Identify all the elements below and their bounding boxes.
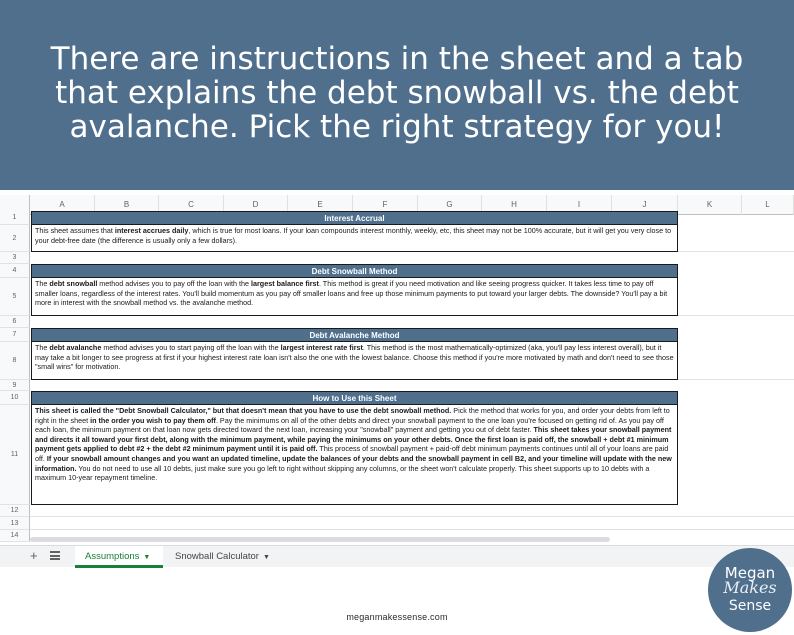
row-header-9[interactable]: 9 xyxy=(0,380,30,391)
chevron-down-icon[interactable]: ▼ xyxy=(262,554,270,561)
how-to-use-text[interactable]: This sheet is called the "Debt Snowball Calculator," but that doesn't mean that you have to use the debt snowball method. Pick the method that works for you, and order your debts from left to right in the sheet in the order you wish to pay them off. Pay the minimums on all of the other debts and direct your snowball payment to the one loan you're focused on getting rid of. As you pay off each loan, the minimum payment on that loan now gets directed toward the next loan, increasing your "snowball" payment and getting you out of debt faster. This sheet takes your snowball payment and directs it all toward your first debt, along with the minimum payment, while paying the minimums on your other debts. Once the first loan is paid off, the snowball + debt #1 minimum payment gets applied to debt #2 + the debt #2 minimum payment until it is paid off. This process of snowball payment + paid-off debt minimum payments continues until all of your loans are paid off. If your snowball amount changes and you want an updated timeline, update the balances of your debts and the snowball payment in cell B2, and your timeline will update with the new information. You do not need to use all 10 debts, just make sure you go left to right without skipping any columns, or the sheet won't calculate properly. This sheet supports up to 10 debts with a maximum 10-year repayment timeline. xyxy=(31,405,678,505)
row-header-5[interactable]: 5 xyxy=(0,278,30,316)
debt-snowball-text[interactable]: The debt snowball method advises you to pay off the loan with the largest balance first. This method is great if you need motivation and like seeing progress quicker. It takes less time to pay off smaller loans, regardless of the interest rates. You'll build momentum as you pay off smaller loans and free up those minimum payments to put toward your larger debts. The downside? You'll pay a bit more in interest with the snowball method vs. the avalanche method. xyxy=(31,278,678,316)
how-to-use-header[interactable]: How to Use this Sheet xyxy=(31,391,678,405)
column-header-b[interactable]: B xyxy=(95,195,159,215)
logo-line-2: Makes xyxy=(723,578,777,597)
gridline xyxy=(30,516,794,517)
column-header-a[interactable]: A xyxy=(30,195,95,215)
sheet-tab-bar xyxy=(0,545,794,567)
website-url: meganmakessense.com xyxy=(346,612,448,622)
horizontal-scrollbar[interactable] xyxy=(30,537,610,542)
logo-line-1: Megan xyxy=(724,564,776,582)
column-header-g[interactable]: G xyxy=(418,195,482,215)
interest-accrual-header[interactable]: Interest Accrual xyxy=(31,211,678,225)
row-header-8[interactable]: 8 xyxy=(0,342,30,380)
megan-makes-sense-logo xyxy=(708,548,792,632)
row-header-4[interactable]: 4 xyxy=(0,264,30,278)
row-header-7[interactable]: 7 xyxy=(0,328,30,342)
gridline xyxy=(30,529,794,530)
tab-snowball-calculator[interactable] xyxy=(165,546,280,568)
row-header-1[interactable]: 1 xyxy=(0,211,30,225)
tab-snowball-calculator-label: Snowball Calculator xyxy=(175,551,259,562)
tab-assumptions[interactable] xyxy=(75,546,163,568)
row-header-6[interactable]: 6 xyxy=(0,316,30,328)
column-header-e[interactable]: E xyxy=(288,195,353,215)
tab-assumptions-label: Assumptions xyxy=(85,551,140,562)
add-sheet-icon[interactable]: + xyxy=(30,548,38,563)
row-header-10[interactable]: 10 xyxy=(0,391,30,405)
logo-line-3: Sense xyxy=(728,598,772,614)
chevron-down-icon[interactable]: ▼ xyxy=(143,554,151,561)
column-header-c[interactable]: C xyxy=(159,195,224,215)
column-header-i[interactable]: I xyxy=(547,195,612,215)
debt-snowball-header[interactable]: Debt Snowball Method xyxy=(31,264,678,278)
interest-accrual-text[interactable]: This sheet assumes that interest accrues daily, which is true for most loans. If your loan compounds interest monthly, weekly, etc, this sheet may not be 100% accurate, but it will get you very close to your debt-free date (the difference is usually only a few dollars). xyxy=(31,225,678,252)
debt-avalanche-header[interactable]: Debt Avalanche Method xyxy=(31,328,678,342)
row-header-3[interactable]: 3 xyxy=(0,252,30,264)
row-header-13[interactable]: 13 xyxy=(0,517,30,530)
all-sheets-menu-icon[interactable] xyxy=(50,551,60,560)
column-header-l[interactable]: L xyxy=(742,195,794,215)
row-header-2[interactable]: 2 xyxy=(0,225,30,252)
column-header-d[interactable]: D xyxy=(224,195,288,215)
column-header-k[interactable]: K xyxy=(678,195,742,215)
column-header-j[interactable]: J xyxy=(612,195,678,215)
promo-banner xyxy=(0,0,794,190)
column-header-f[interactable]: F xyxy=(353,195,418,215)
spreadsheet-grid[interactable] xyxy=(0,190,794,545)
debt-avalanche-text[interactable]: The debt avalanche method advises you to start paying off the loan with the largest interest rate first. This method is the most mathematically-optimized (aka, you'll pay less interest overall), but it may take a bit longer to see progress at first if your highest interest rate loan isn't also the one with the lowest balance. Choose this method if you're more motivated by math and don't need to see those "small wins" for motivation. xyxy=(31,342,678,380)
row-header-14[interactable]: 14 xyxy=(0,530,30,542)
row-header-11[interactable]: 11 xyxy=(0,405,30,505)
column-header-h[interactable]: H xyxy=(482,195,547,215)
banner-text: There are instructions in the sheet and a tab that explains the debt snowball vs. the debt avalanche. Pick the right strategy for you! xyxy=(50,41,744,145)
row-header-12[interactable]: 12 xyxy=(0,505,30,517)
